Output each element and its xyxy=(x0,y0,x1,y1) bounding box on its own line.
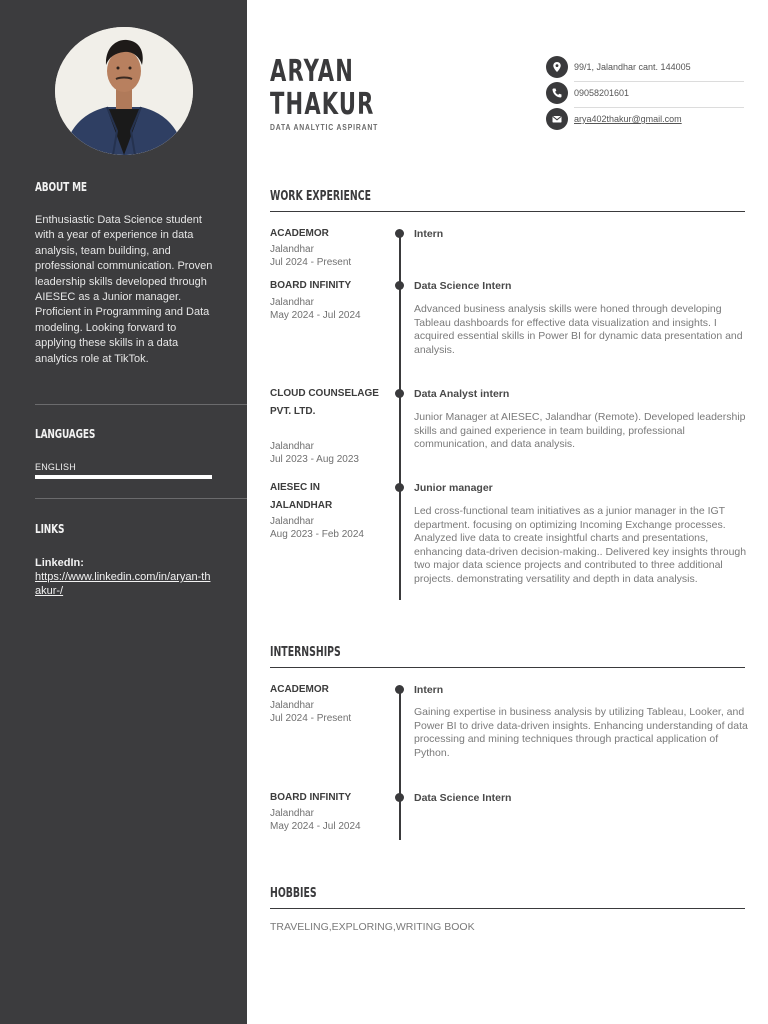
entry-location: Jalandhar xyxy=(270,808,314,819)
entry-dates: May 2024 - Jul 2024 xyxy=(270,821,361,832)
email-link[interactable]: arya402thakur@gmail.com xyxy=(574,114,682,124)
tagline: DATA ANALYTIC ASPIRANT xyxy=(270,123,379,132)
entry-role: Intern xyxy=(414,228,444,240)
about-text: Enthusiastic Data Science student with a year of experience in data analysis, team building, and professional communication. Proven leadership skills developed through AIESEC as a Junior manager. Proficient in Programming and Data modeling. Looking forward to applying these skills in a data analytics role at TikTok. xyxy=(35,214,213,365)
entry-dates: Jul 2024 - Present xyxy=(270,257,352,268)
section-rule xyxy=(270,211,745,212)
timeline-dot xyxy=(395,793,404,802)
phone-text: 09058201601 xyxy=(574,88,630,98)
section-rule xyxy=(270,667,745,668)
contact-email xyxy=(546,108,744,132)
profile-photo xyxy=(55,27,193,155)
entry-description: Led cross-functional team initiatives as a junior manager in the IGT department. focusing on optimizing Incoming Exchange processes. Analyzed live data to create insightful charts and presentations, enhancing data-driven decision-making.. Delivered key insights through two major data science projects and contributed to three additional projects. demonstrating versatility and depth in data analysis. xyxy=(414,505,747,585)
name-heading xyxy=(270,55,375,121)
contact-address xyxy=(546,56,744,80)
entry-role: Data Analyst intern xyxy=(414,388,510,400)
entry-dates: Aug 2023 - Feb 2024 xyxy=(270,529,364,540)
entry-role: Intern xyxy=(414,684,444,696)
internships-heading: INTERNSHIPS xyxy=(270,645,341,660)
location-pin-icon xyxy=(546,56,568,78)
language-level-bar xyxy=(35,475,212,479)
about-heading: ABOUT ME xyxy=(35,179,87,194)
linkedin-link[interactable]: https://www.linkedin.com/in/aryan-thakur-/ xyxy=(35,571,211,597)
entry-location: Jalandhar xyxy=(270,700,314,711)
avatar xyxy=(55,27,193,155)
timeline-dot xyxy=(395,483,404,492)
entry-description: Junior Manager at AIESEC, Jalandhar (Remote). Developed leadership skills and gained experience in team building, professional communication, and data analysis. xyxy=(414,411,746,451)
timeline-dot xyxy=(395,229,404,238)
divider xyxy=(35,404,247,405)
entry-description: Gaining expertise in business analysis by utilizing Tableau, Looker, and Power BI to drive data-driven insights. Enhancing understanding of data processing and mining techniques through practical application of Python. xyxy=(414,706,748,759)
divider xyxy=(35,498,247,499)
entry-dates: Jul 2023 - Aug 2023 xyxy=(270,454,359,465)
hobbies-text: TRAVELING,EXPLORING,WRITING BOOK xyxy=(270,921,475,933)
entry-dates: May 2024 - Jul 2024 xyxy=(270,310,361,321)
language-name: ENGLISH xyxy=(35,462,76,472)
work-experience-heading: WORK EXPERIENCE xyxy=(270,189,372,204)
entry-dates: Jul 2024 - Present xyxy=(270,713,352,724)
entry-description: Advanced business analysis skills were honed through developing Tableau dashboards for effective data visualization and insights. I acquired essential skills in Power BI for dynamic data presentation and analysis. xyxy=(414,303,743,356)
contact-phone xyxy=(546,82,744,106)
sidebar xyxy=(0,0,247,1024)
address-text: 99/1, Jalandhar cant. 144005 xyxy=(574,62,691,72)
last-name: THAKUR xyxy=(270,87,375,122)
languages-heading: LANGUAGES xyxy=(35,426,96,441)
linkedin-label: LinkedIn: xyxy=(35,557,84,569)
entry-org: BOARD INFINITY xyxy=(270,792,352,803)
entry-location: Jalandhar xyxy=(270,441,314,452)
timeline-dot xyxy=(395,389,404,398)
entry-org: AIESEC IN JALANDHAR xyxy=(270,482,333,511)
timeline-dot xyxy=(395,281,404,290)
phone-icon xyxy=(546,82,568,104)
entry-org: BOARD INFINITY xyxy=(270,280,352,291)
entry-org: ACADEMOR xyxy=(270,228,329,239)
entry-location: Jalandhar xyxy=(270,297,314,308)
hobbies-heading: HOBBIES xyxy=(270,886,317,901)
entry-location: Jalandhar xyxy=(270,516,314,527)
entry-org: CLOUD COUNSELAGE PVT. LTD. xyxy=(270,388,379,417)
entry-role: Data Science Intern xyxy=(414,792,512,804)
entry-role: Junior manager xyxy=(414,482,493,494)
entry-role: Data Science Intern xyxy=(414,280,512,292)
entry-location: Jalandhar xyxy=(270,244,314,255)
timeline-dot xyxy=(395,685,404,694)
first-name: ARYAN xyxy=(270,54,354,89)
section-rule xyxy=(270,908,745,909)
links-heading: LINKS xyxy=(35,521,65,536)
envelope-icon xyxy=(546,108,568,130)
entry-org: ACADEMOR xyxy=(270,684,329,695)
timeline-line xyxy=(399,690,401,840)
